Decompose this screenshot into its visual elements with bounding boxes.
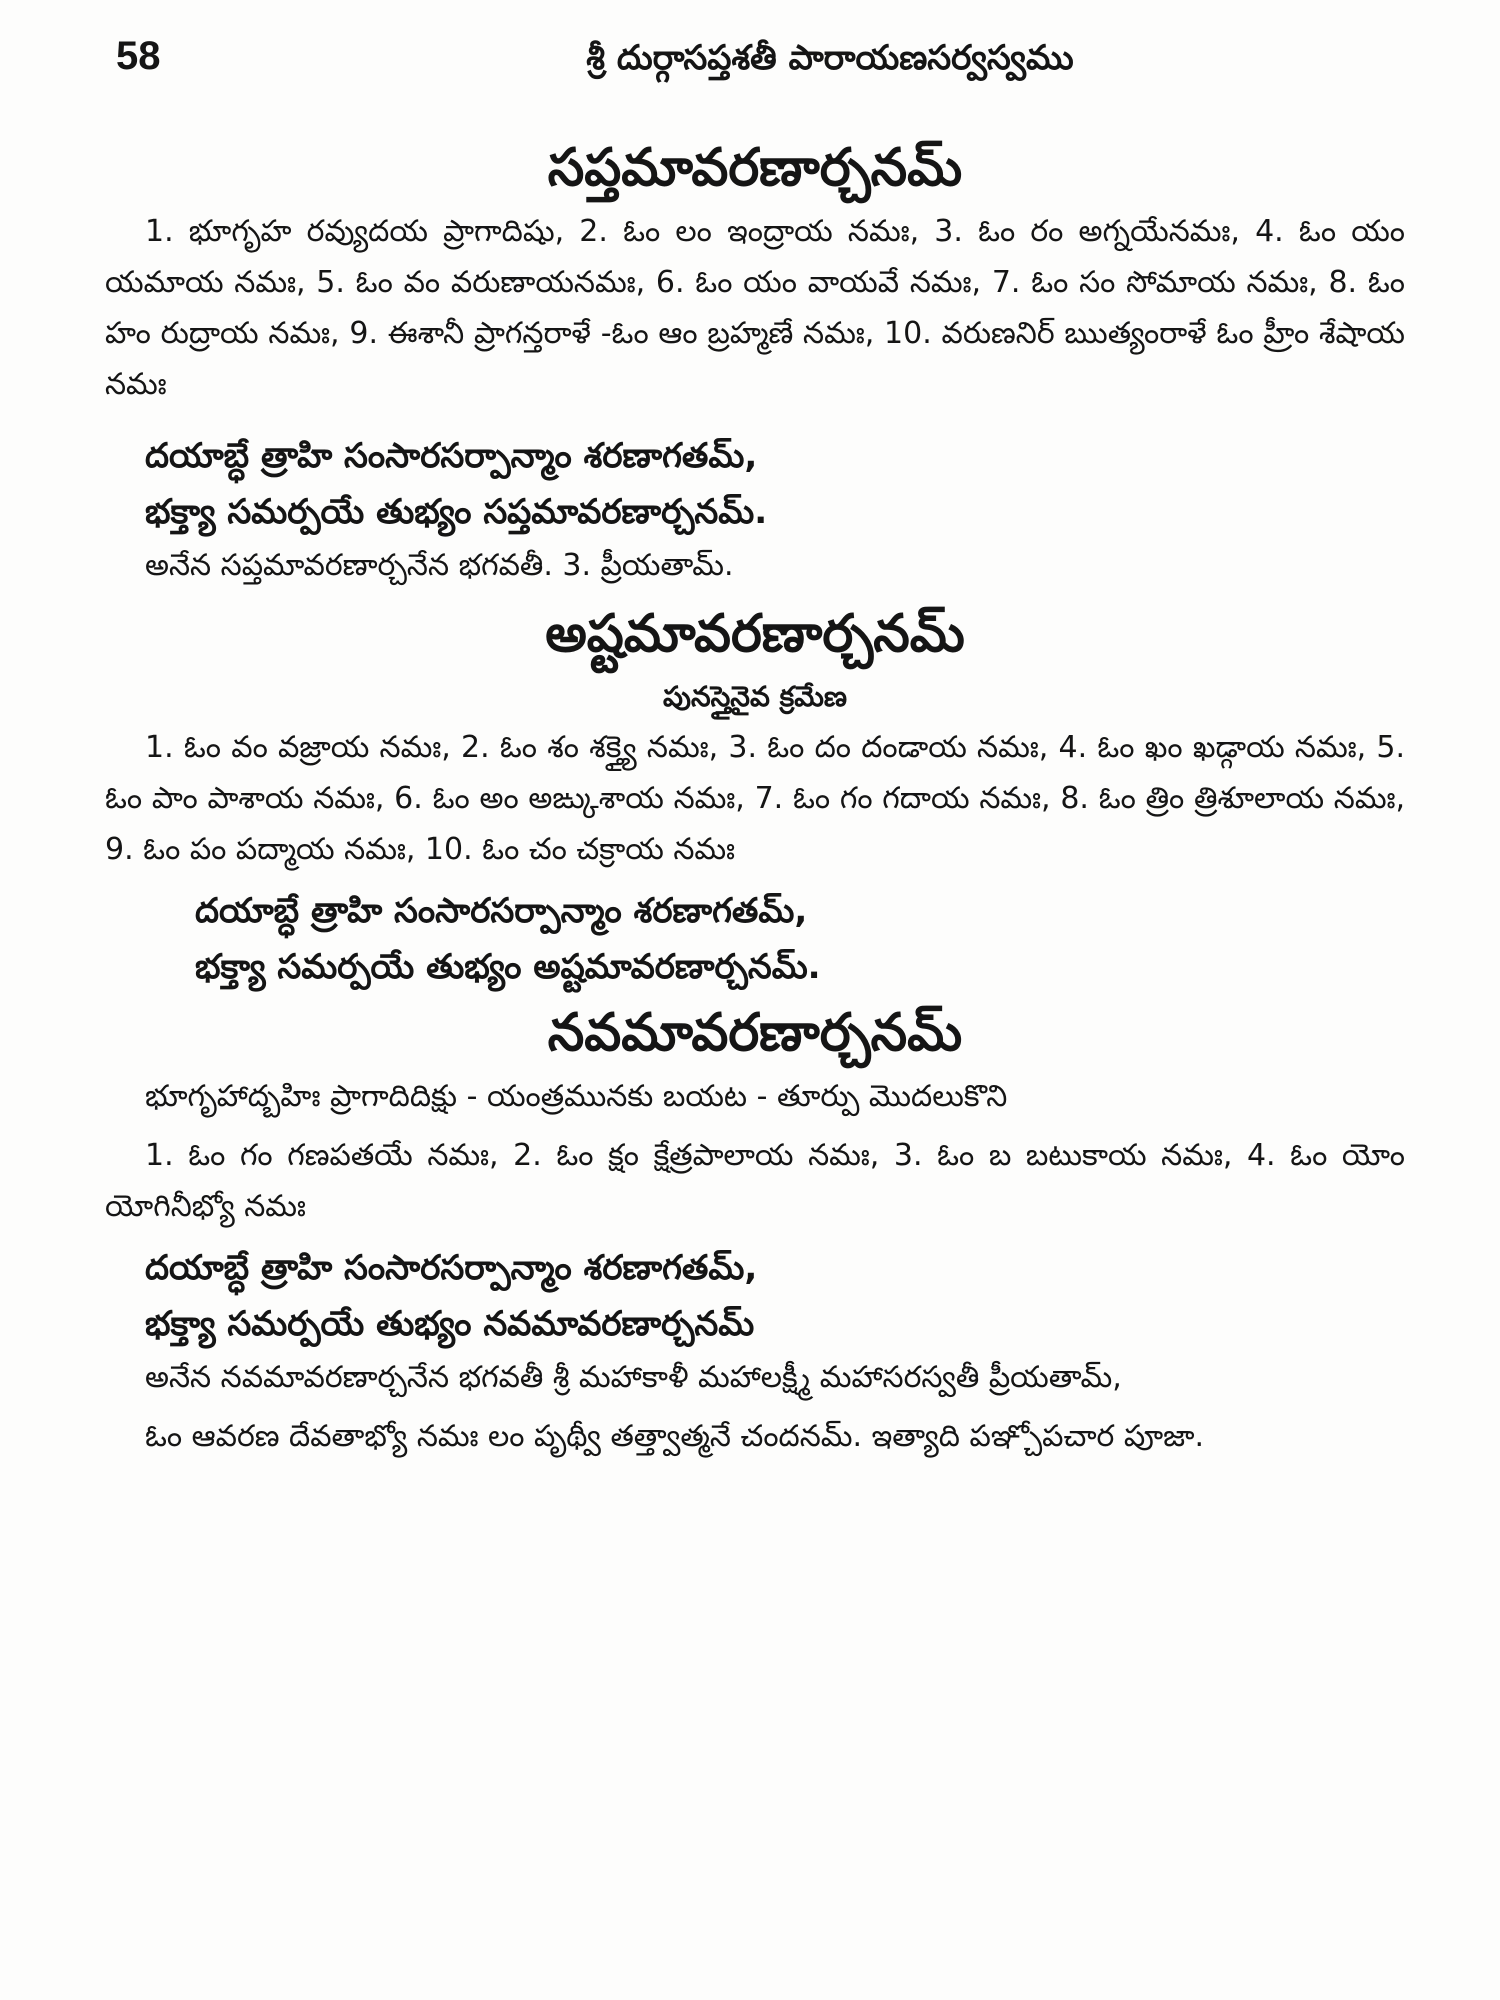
section-8-body: 1. ఓం వం వజ్రాయ నమః, 2. ఓం శం శక్త్యై నమః, 3. ఓం దం దండాయ నమః, 4. ఓం ఖం ఖడ్గాయ నమః, 5. ఓం పాం పాశాయ నమః, 6. ఓం అం అఙ్కుశాయ నమః, 7. ఓం గం గదాయ నమః, 8. ఓం త్రిం త్రిశూలాయ నమః, 9. ఓం పం పద్మాయ నమః, 10. ఓం చం చక్రాయ నమః: [105, 730, 1405, 867]
section-7-verse-line-2: భక్త్యా సమర్పయే తుభ్యం సప్తమావరణార్చనమ్.: [145, 492, 768, 532]
page-header: [110, 28, 1400, 98]
section-9-title: నవమావరణార్చనమ్: [547, 1003, 963, 1063]
section-7-note: అనేన సప్తమావరణార్చనేన భగవతీ. 3. ప్రీయతామ్.: [145, 548, 734, 583]
page-content: [105, 130, 1405, 1470]
section-9-body: 1. ఓం గం గణపతయే నమః, 2. ఓం క్షం క్షేత్రపాలాయ నమః, 3. ఓం బ బటుకాయ నమః, 4. ఓం యోం యోగినీభ్యో నమః: [105, 1138, 1405, 1224]
section-7-body: 1. భూగృహ రవ్యుదయ ప్రాగాదిషు, 2. ఓం లం ఇంద్రాయ నమః, 3. ఓం రం అగ్నయేనమః, 4. ఓం యం యమాయ నమః, 5. ఓం వం వరుణాయనమః, 6. ఓం యం వాయవే నమః, 7. ఓం సం సోమాయ నమః, 8. ఓం హం రుద్రాయ నమః, 9. ఈశానీ ప్రాగన్తరాళే -ఓం ఆం బ్రహ్మణే నమః, 10. వరుణనిర్ ఋత్యంరాళే ఓం హ్రీం శేషాయ నమః: [105, 214, 1405, 402]
section-8-verse-line-2: భక్త్యా సమర్పయే తుభ్యం అష్టమావరణార్చనమ్.: [195, 947, 821, 987]
running-title: శ్రీ దుర్గాసప్తశతీ పారాయణసర్వస్వము: [586, 38, 1074, 78]
section-9-intro: భూగృహాద్బహిః ప్రాగాదిదిక్షు - యంత్రమునకు బయట - తూర్పు మొదలుకొని: [145, 1079, 1008, 1114]
page-number: 58: [116, 34, 161, 78]
section-8-subtitle: పునస్తైనైవ క్రమేణ: [663, 680, 847, 713]
section-8-verse-line-1: దయాబ్ధే త్రాహి సంసారసర్పాన్మాం శరణాగతమ్,: [195, 891, 808, 931]
section-7-verse-line-1: దయాబ్ధే త్రాహి సంసారసర్పాన్మాం శరణాగతమ్,: [145, 436, 758, 476]
section-7-title: సప్తమావరణార్చనమ్: [547, 138, 963, 198]
section-9-note-2: ఓం ఆవరణ దేవతాభ్యో నమః లం పృథ్వీ తత్త్వాత్మనే చందనమ్. ఇత్యాది పఞ్చోపచార పూజా.: [145, 1419, 1205, 1454]
section-9-verse-line-2: భక్త్యా సమర్పయే తుభ్యం నవమావరణార్చనమ్: [145, 1304, 755, 1344]
section-9-note-1: అనేన నవమావరణార్చనేన భగవతీ శ్రీ మహాకాళీ మహాలక్ష్మీ మహాసరస్వతీ ప్రీయతామ్,: [145, 1360, 1122, 1395]
section-9-verse-line-1: దయాబ్ధే త్రాహి సంసారసర్పాన్మాం శరణాగతమ్,: [145, 1248, 758, 1288]
section-8-title: అష్టమావరణార్చనమ్: [545, 604, 965, 664]
